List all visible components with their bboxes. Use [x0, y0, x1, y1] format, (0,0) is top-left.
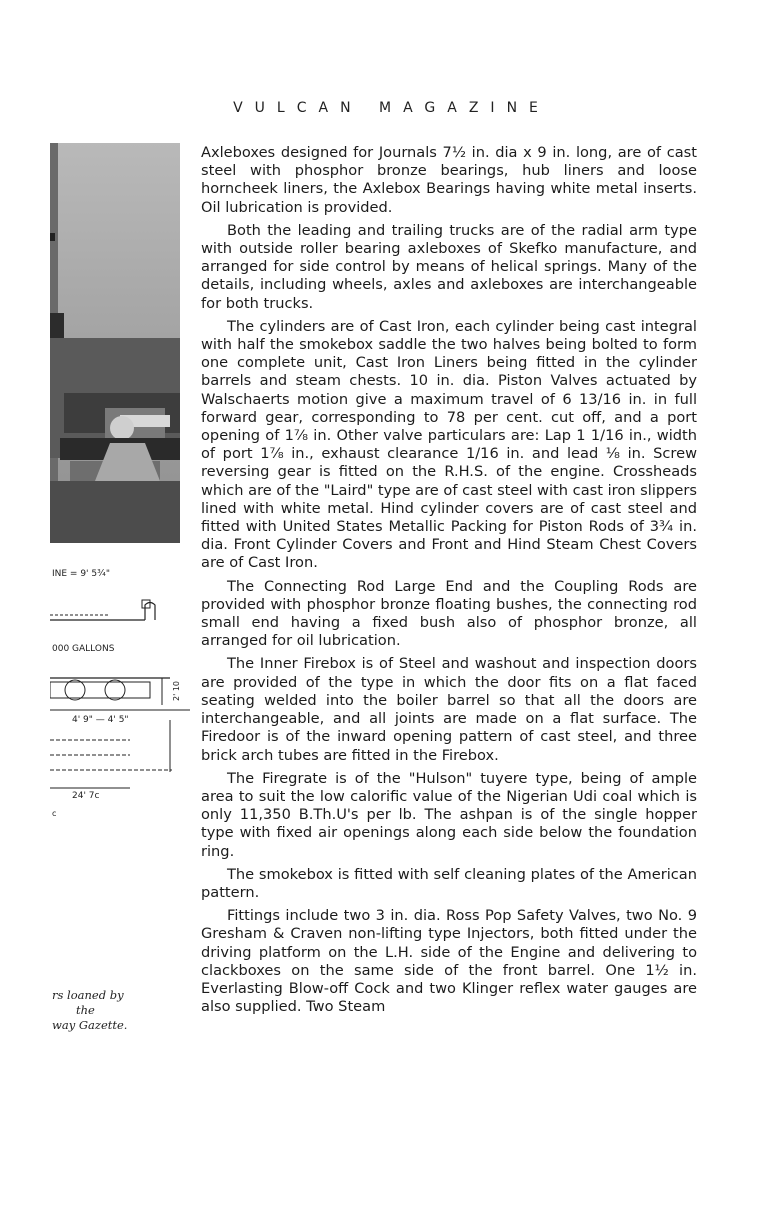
caption-line-2: the	[76, 1003, 95, 1017]
dim-spacing: 4' 9" — 4' 5"	[72, 715, 129, 725]
paragraph-smokebox: The smokebox is fitted with self cleaning plates of the American pattern.	[201, 865, 697, 901]
paragraph-firebox: The Inner Firebox is of Steel and washout and inspection doors are provided of the type in which the door fits on a flat faced seating welded into the boiler barrel so that all the doors are interchangeable, and all joints are made on a flat surface. The Firedoor is of the inward opening pattern of cast steel, and three brick arch tubes are fitted in the Firebox.	[201, 655, 697, 764]
dim-wheelbase: INE = 9' 5¾"	[52, 569, 110, 579]
paragraph-connecting-rod: The Connecting Rod Large End and the Coupling Rods are provided with phosphor bronze floating bushes, the connecting rod small end having a fixed bush also of phosphor bronze, all arranged for oil lubrication.	[201, 577, 697, 650]
mark-c: c	[52, 809, 57, 818]
photo-image	[50, 143, 180, 543]
article-body	[201, 144, 697, 1021]
paragraph-firegrate: The Firegrate is of the "Hulson" tuyere type, being of ample area to suit the low calorific value of the Nigerian Udi coal which is only 11,350 B.Th.U's per lb. The ashpan is of the single hopper type with fixed air openings along each side below the foundation ring.	[201, 769, 697, 860]
running-header: VULCAN MAGAZINE	[233, 100, 550, 116]
tender-diagram	[50, 560, 190, 830]
tank-capacity: 000 GALLONS	[52, 644, 115, 654]
dim-height: 2' 10	[172, 680, 181, 701]
caption-line-3: way Gazette.	[52, 1018, 128, 1032]
paragraph-trucks: Both the leading and trailing trucks are of the radial arm type with outside roller bearing axleboxes of Skefko manufacture, and arranged for side control by means of helical springs. Many of the details, including wheels, axles and axleboxes are interchangeable for both trucks.	[201, 221, 697, 312]
paragraph-fittings: Fittings include two 3 in. dia. Ross Pop Safety Valves, two No. 9 Gresham & Craven non-lifting type Injectors, both fitted under the driving platform on the L.H. side of the Engine and delivering to clackboxes on the same side of the front barrel. One 1½ in. Everlasting Blow-off Cock and two Klinger reflex water gauges are also supplied. Two Steam	[201, 907, 697, 1016]
locomotive-photo	[50, 143, 180, 543]
paragraph-axleboxes: Axleboxes designed for Journals 7½ in. dia x 9 in. long, are of cast steel with phosphor bronze bearings, hub liners and loose horncheek liners, the Axlebox Bearings having white metal inserts. Oil lubrication is provided.	[201, 144, 697, 216]
dim-length: 24' 7c	[72, 791, 100, 801]
paragraph-cylinders: The cylinders are of Cast Iron, each cylinder being cast integral with half the smokebox saddle the two halves being bolted to form one complete unit, Cast Iron Liners being fitted in the cylinder barrels and steam chests. 10 in. dia. Piston Valves actuated by Walschaerts motion give a maximum travel of 6 13/16 in. in full forward gear, corresponding to 78 per cent. cut off, and a port opening of 1⅞ in. Other valve particulars are: Lap 1 1/16 in., width of port 1⅞ in., exhaust clearance 1/16 in. and lead ⅛ in. Screw reversing gear is fitted on the R.H.S. of the engine. Crossheads which are of the "Laird" type are of cast steel with cast iron slippers lined with white metal. Hind cylinder covers are of cast steel and fitted with United States Metallic Packing for Piston Rods of 3¾ in. dia. Front Cylinder Covers and Front and Hind Steam Chest Covers are of Cast Iron.	[201, 317, 697, 572]
caption-line-1: rs loaned by	[52, 988, 124, 1002]
photo-caption	[52, 988, 172, 1033]
